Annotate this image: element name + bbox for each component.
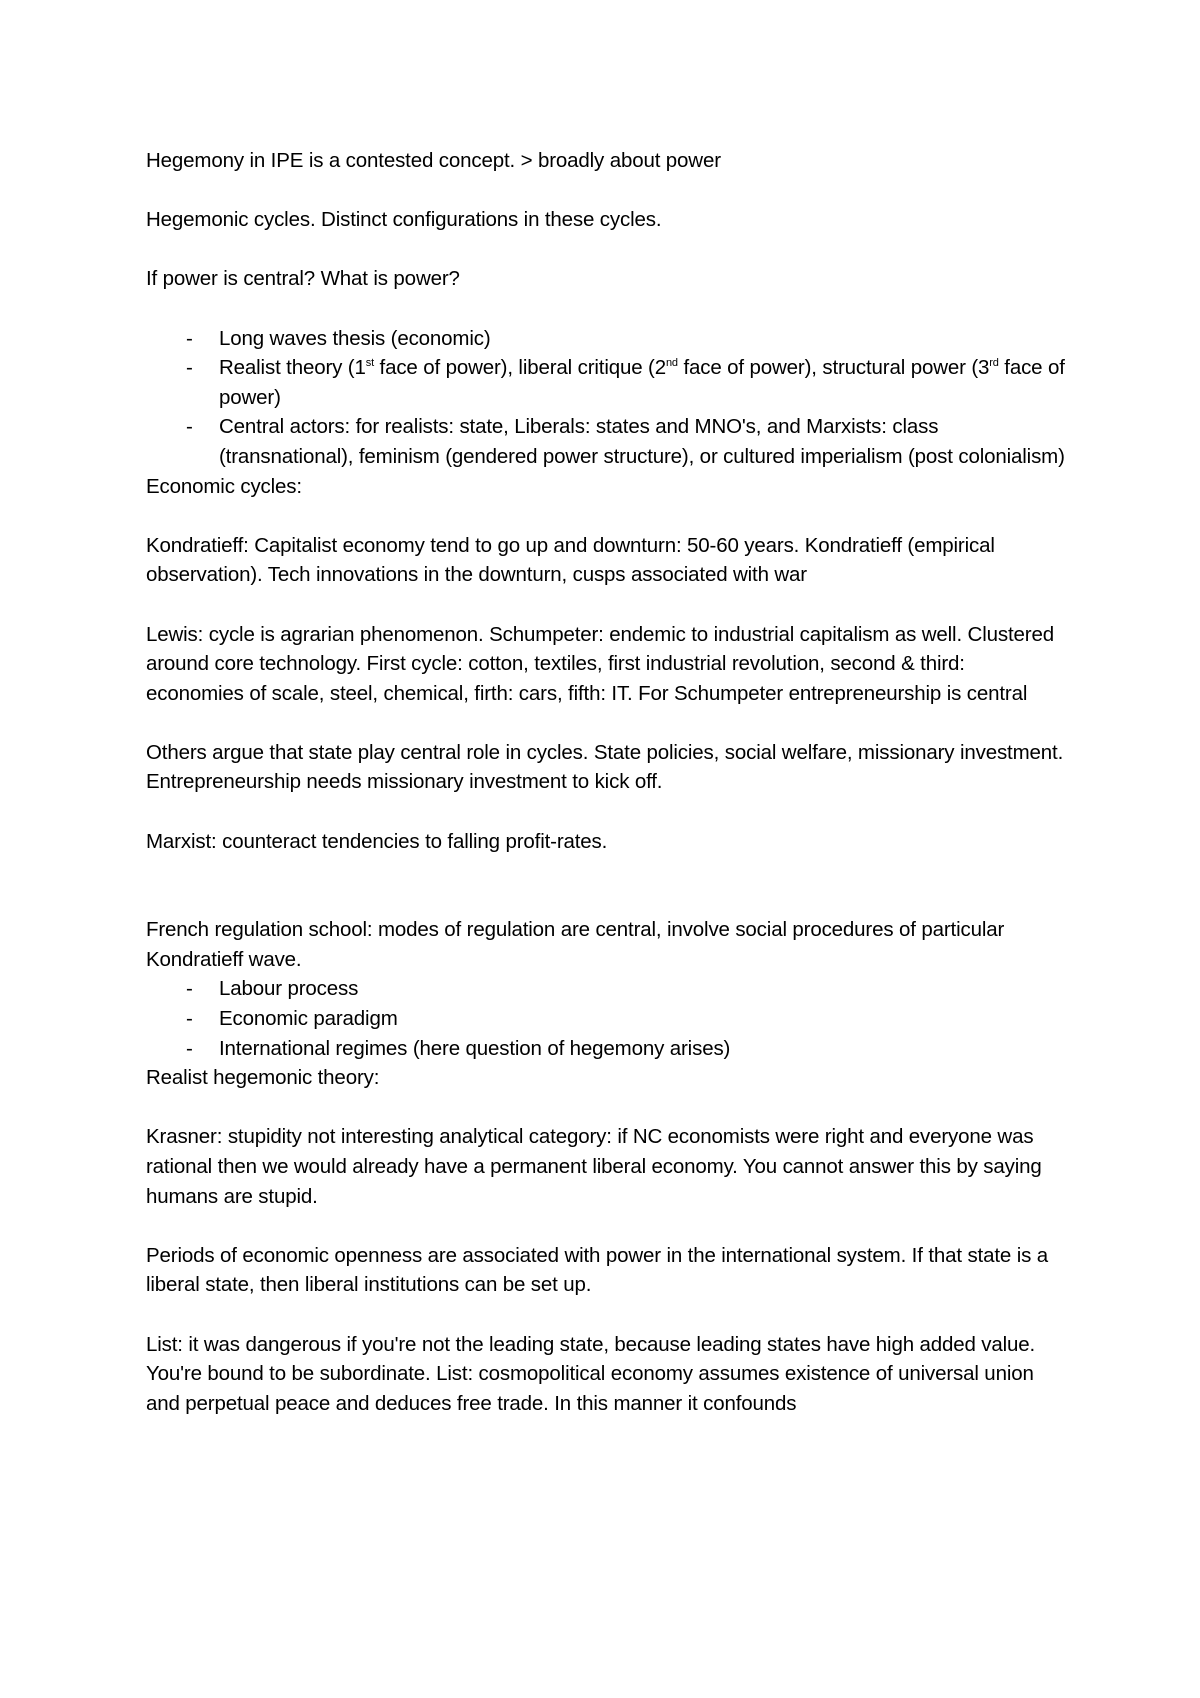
list-item-central-actors [146,412,1066,471]
list-item-text-part: Realist theory (1 [219,356,366,380]
paragraph-french-regulation: French regulation school: modes of regulation are central, involve social procedures of particular Kondratieff wave. [146,918,1005,971]
document-body [146,146,1066,1418]
list-item-text: Long waves thesis (economic) [219,326,491,350]
paragraph-economic-openness: Periods of economic openness are associated with power in the international system. If that state is a liberal state, then liberal institutions can be set up. [146,1243,1048,1297]
list-item-text: Central actors: for realists: state, Liberals: states and MNO's, and Marxists: class (transnational), feminism (gendered power structure), or cultured imperialism (post colonialism) [219,415,1065,468]
list-item-text-part: face of power) [219,356,1065,409]
power-theories-list [146,324,1066,472]
list-item: - Labour process [146,974,1066,1004]
superscript-st: st [365,357,374,370]
paragraph-state-role: Others argue that state play central role in cycles. State policies, social welfare, missionary investment. Entrepreneurship needs missionary investment to kick off. [146,740,1064,794]
superscript-nd: nd [665,357,678,370]
paragraph-marxist: Marxist: counteract tendencies to falling profit-rates. [146,829,608,853]
paragraph-what-is-power: If power is central? What is power? [146,267,460,291]
paragraph-hegemonic-cycles: Hegemonic cycles. Distinct configurations in these cycles. [146,208,662,232]
regulation-modes-list [146,974,1066,1063]
superscript-rd: rd [989,357,999,370]
list-item: - International regimes (here question of hegemony arises) [146,1034,1066,1064]
list-item-text-part: face of power), liberal critique (2 [373,356,666,380]
paragraph-list: List: it was dangerous if you're not the leading state, because leading states have high added value. You're bound to be subordinate. List: cosmopolitical economy assumes existence of universal union and perpetual peace and deduces free trade. In this manner it confounds [146,1332,1036,1415]
list-item: - Economic paradigm [146,1004,1066,1034]
paragraph-realist-heading: Realist hegemonic theory: [146,1066,380,1090]
paragraph-hegemony-contested: Hegemony in IPE is a contested concept. > broadly about power [146,149,721,172]
paragraph-lewis-schumpeter: Lewis: cycle is agrarian phenomenon. Schumpeter: endemic to industrial capitalism as well. Clustered around core technology. First cycle: cotton, textiles, first industrial revolution, second & third: economies of scale, steel, chemical, firth: cars, fifth: IT. For Schumpeter entrepreneurship is central [146,622,1054,705]
paragraph-economic-cycles-heading: Economic cycles: [146,474,302,498]
list-item-text-part: face of power), structural power (3 [677,356,990,380]
paragraph-krasner: Krasner: stupidity not interesting analytical category: if NC economists were right and everyone was rational then we would already have a permanent liberal economy. You cannot answer this by saying humans are stupid. [146,1125,1042,1208]
paragraph-kondratieff: Kondratieff: Capitalist economy tend to go up and downturn: 50-60 years. Kondratieff (empirical observation). Tech innovations in the downturn, cusps associated with war [146,533,995,587]
list-item-faces-of-power [146,353,1066,412]
list-item-long-waves [146,324,1066,354]
